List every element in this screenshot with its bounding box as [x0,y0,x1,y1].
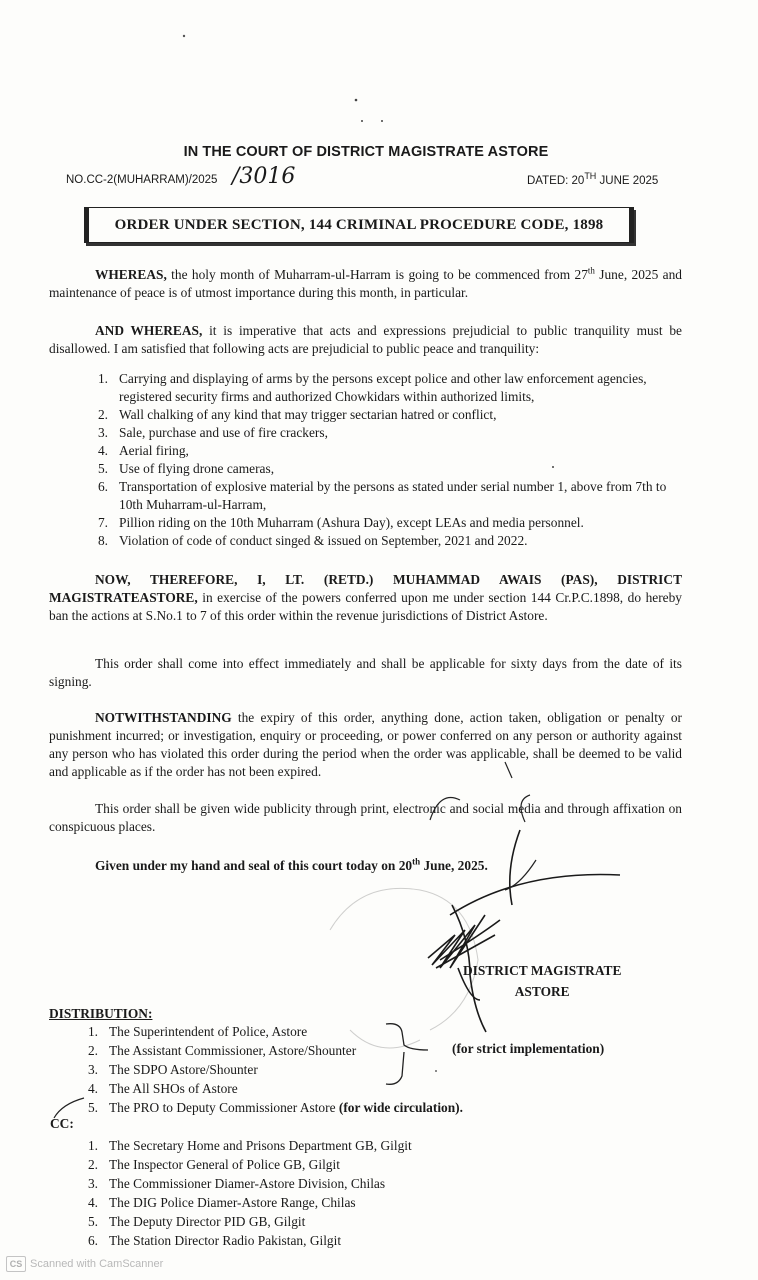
list-item: 5. The Deputy Director PID GB, Gilgit [87,1214,306,1229]
given-under-hand: Given under my hand and seal of this court today on 20th June, 2025. [95,856,488,873]
list-item: 7. Pillion riding on the 10th Muharram (Ashura Day), except LEAs and media personnel. [97,515,584,530]
strict-implementation-note: (for strict implementation) [452,1041,605,1056]
list-item: 1. The Secretary Home and Prisons Department GB, Gilgit [87,1138,412,1153]
cc-list [82,1136,412,1250]
whereas-paragraph: WHEREAS, the holy month of Muharram-ul-Harram is going to be commenced from 27th June, 2025 and maintenance of peace is of utmost importance during this month, in particular. [49,265,682,300]
notwithstanding-paragraph: NOTWITHSTANDING the expiry of this order, anything done, action taken, obligation or penalty or punishment incurred; or investigation, enquiry or proceeding, or power conferred on any person or authority against any person who has violated this order during the period when the order was applicable, shall be deemed to be valid and applicable as if the order has not been expired. [49,710,682,779]
court-title: IN THE COURT OF DISTRICT MAGISTRATE ASTORE [183,144,549,160]
list-item: 2. Wall chalking of any kind that may trigger sectarian hatred or conflict, [97,407,497,422]
signature-block [463,960,621,1002]
list-item: 5. The PRO to Deputy Commissioner Astore (for wide circulation). [87,1100,463,1115]
list-item: 2. The Assistant Commissioner, Astore/Shounter [87,1043,357,1058]
prohibited-acts-list [92,370,684,550]
handwritten-order-number: /3016 [232,164,296,189]
list-item: 3. Sale, purchase and use of fire crackers, [97,425,328,440]
cc-heading: CC: [50,1116,74,1131]
list-item: 2. The Inspector General of Police GB, Gilgit [87,1157,340,1172]
list-item: 4. Aerial firing, [97,443,189,458]
distribution-heading: DISTRIBUTION: [49,1006,153,1021]
order-date: DATED: 20TH JUNE 2025 [527,171,659,187]
list-item: 6. Transportation of explosive material by the persons as stated under serial number 1, above from 7th to 10th Muharram-ul-Harram, [97,479,667,512]
list-item: 8. Violation of code of conduct singed & issued on September, 2021 and 2022. [97,533,528,548]
list-item: 1. The Superintendent of Police, Astore [87,1024,308,1039]
list-item: 4. The DIG Police Diamer-Astore Range, Chilas [87,1195,356,1210]
camscanner-logo-icon: CS [6,1256,26,1272]
list-item: 3. The SDPO Astore/Shounter [87,1062,258,1077]
list-item: 5. Use of flying drone cameras, [97,461,275,476]
signatory-title: DISTRICT MAGISTRATE [463,963,622,978]
publicity-paragraph: This order shall be given wide publicity through print, electronic and social media and through affixation on conspicuous places. [49,801,682,834]
list-item: 4. The All SHOs of Astore [87,1081,238,1096]
distribution-list [82,1022,463,1117]
now-therefore-paragraph: NOW, THEREFORE, I, LT. (RETD.) MUHAMMAD AWAIS (PAS), DISTRICT MAGISTRATEASTORE, in exercise of the powers conferred upon me under section 144 Cr.P.C.1898, do hereby ban the actions at S.No.1 to 7 of this order within the revenue jurisdictions of District Astore. [49,572,682,623]
order-title: ORDER UNDER SECTION, 144 CRIMINAL PROCEDURE CODE, 1898 [114,216,604,233]
order-title-box [84,207,634,243]
camscanner-watermark [6,1256,163,1272]
list-item: 1. Carrying and displaying of arms by the persons except police and other law enforcement agencies, registered security firms and authorized Chowkidars within authorized limits, [97,371,647,404]
signatory-place: ASTORE [514,984,570,999]
tick-mark [54,1098,84,1118]
list-item: 6. The Station Director Radio Pakistan, Gilgit [87,1233,342,1248]
order-number: NO.CC-2(MUHARRAM)/2025 [66,174,218,186]
and-whereas-paragraph: AND WHEREAS, it is imperative that acts and expressions prejudicial to public tranquility must be disallowed. I am satisfied that following acts are prejudicial to public peace and tranquility: [49,323,682,356]
effect-paragraph: This order shall come into effect immediately and shall be applicable for sixty days from the date of its signing. [49,656,682,689]
watermark-text: Scanned with CamScanner [30,1258,164,1270]
list-item: 3. The Commissioner Diamer-Astore Division, Chilas [87,1176,386,1191]
